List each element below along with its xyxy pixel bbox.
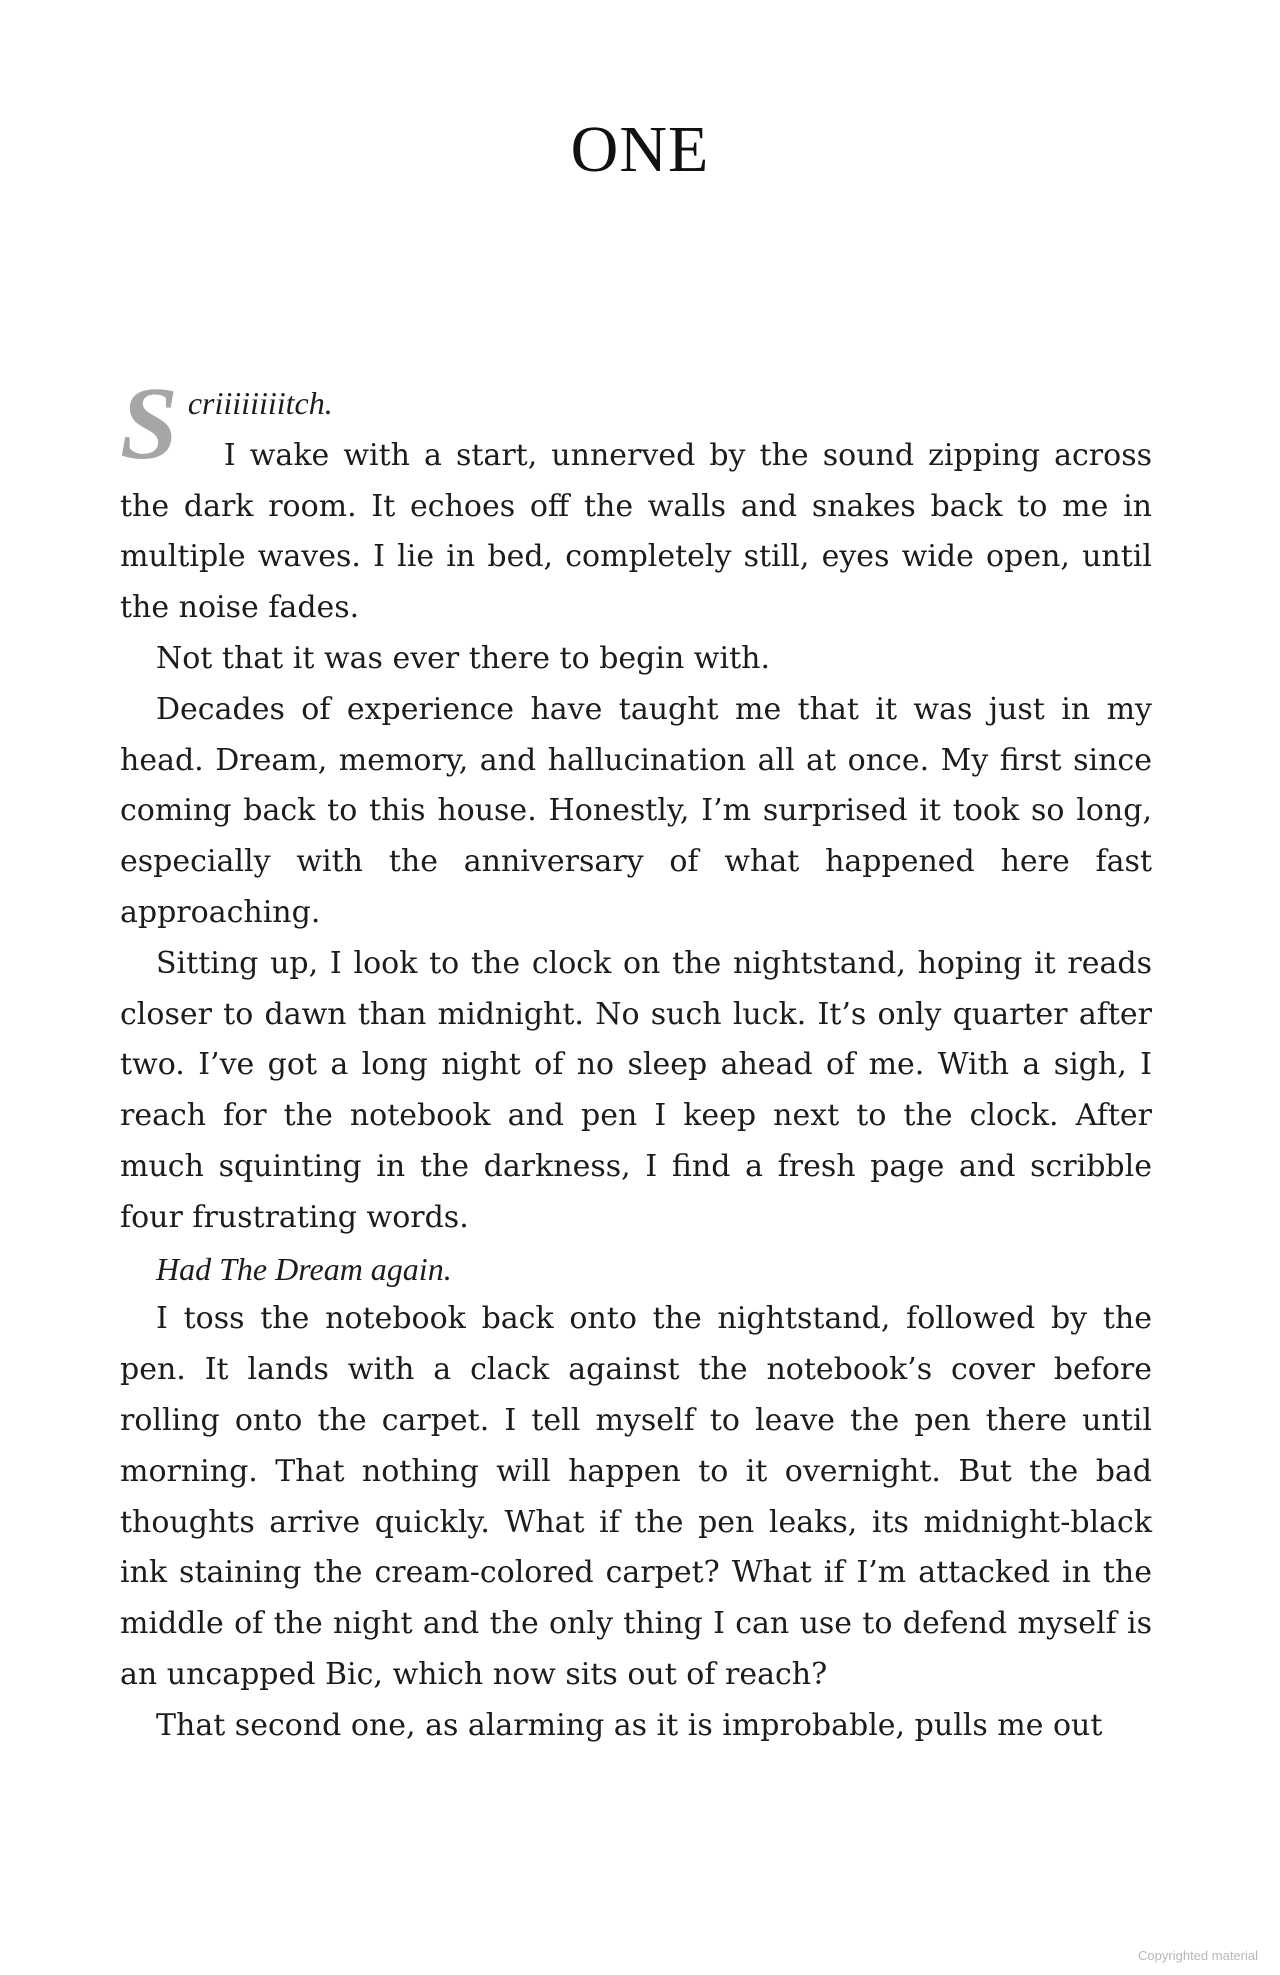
chapter-text: [120, 366, 1152, 1752]
opening-paragraph: [120, 366, 1152, 634]
paragraph: That second one, as alarming as it is improbable, pulls me out: [156, 1707, 1103, 1743]
paragraph: I toss the notebook back onto the nightstand, followed by the pen. It lands with a clack against the notebook’s cover before rolling onto the carpet. I tell myself to leave the pen there until morning. That nothing will happen to it overnight. But the bad thoughts arrive quickly. What if the pen leaks, its midnight-black ink staining the cream-colored carpet? What if I’m attacked in the middle of the night and the only thing I can use to defend myself is an uncapped Bic, which now sits out of reach?: [120, 1301, 1152, 1692]
paragraph: Sitting up, I look to the clock on the nightstand, hoping it reads closer to dawn than midnight. No such luck. It’s only quarter after two. I’ve got a long night of no sleep ahead of me. With a sigh, I reach for the notebook and pen I keep next to the clock. After much squinting in the darkness, I find a fresh page and scribble four frustrating words.: [120, 945, 1152, 1235]
chapter-title: ONE: [570, 113, 710, 186]
opening-italic-word: criiiiiiiitch.: [187, 385, 333, 421]
italic-note-line: Had The Dream again.: [156, 1250, 452, 1287]
paragraph: Not that it was ever there to begin with.: [156, 640, 770, 676]
drop-cap: S: [120, 366, 178, 481]
paragraph: Decades of experience have taught me that it was just in my head. Dream, memory, and hallucination all at once. My first since coming back to this house. Honestly, I’m surprised it took so long, especially with the anniversary of what happened here fast approaching.: [120, 691, 1152, 930]
copyright-watermark: Copyrighted material: [1138, 1948, 1258, 1963]
first-paragraph-text: I wake with a start, unnerved by the sound zipping across the dark room. It echoes off the walls and snakes back to me in multiple waves. I lie in bed, completely still, eyes wide open, until the noise fades.: [120, 437, 1152, 626]
